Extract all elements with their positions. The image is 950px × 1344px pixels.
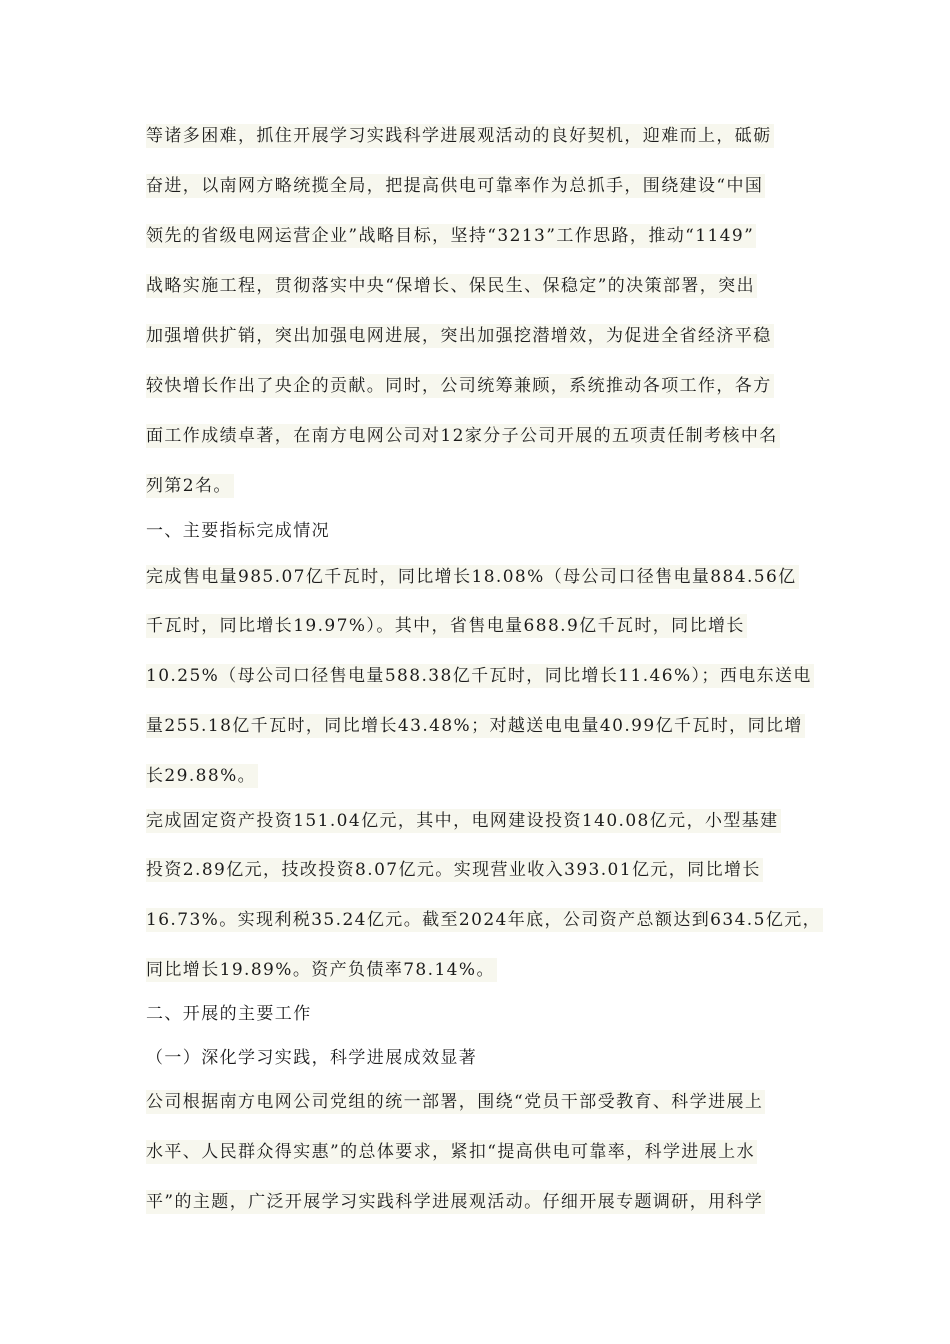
body-text-line: 同比增长19.89%。资产负债率78.14%。 <box>146 960 495 980</box>
body-text-line: 奋进，以南网方略统揽全局，把提高供电可靠率作为总抓手，围绕建设“中国 <box>146 176 764 196</box>
body-text-line: 16.73%。实现利税35.24亿元。截至2024年底，公司资产总额达到634.5亿元， <box>146 910 822 930</box>
body-text-line: 加强增供扩销，突出加强电网进展，突出加强挖潜增效，为促进全省经济平稳 <box>146 326 772 346</box>
body-text-line: 平”的主题，广泛开展学习实践科学进展观活动。仔细开展专题调研，用科学 <box>146 1192 764 1212</box>
section-heading: 一、主要指标完成情况 <box>146 521 330 541</box>
body-text-line: 领先的省级电网运营企业”战略目标，坚持“3213”工作思路，推动“1149” <box>146 226 755 246</box>
body-text-line: 水平、人民群众得实惠”的总体要求，紧扣“提高供电可靠率，科学进展上水 <box>146 1142 755 1162</box>
body-text-line: 完成售电量985.07亿千瓦时，同比增长18.08%（母公司口径售电量884.56亿 <box>146 567 797 587</box>
body-text-line: 10.25%（母公司口径售电量588.38亿千瓦时，同比增长11.46%）；西电东送电 <box>146 666 812 686</box>
body-text-line: 量255.18亿千瓦时，同比增长43.48%；对越送电电量40.99亿千瓦时，同比增 <box>146 716 803 736</box>
body-text-line: 战略实施工程，贯彻落实中央“保增长、保民生、保稳定”的决策部署，突出 <box>146 276 755 296</box>
body-text-line: 面工作成绩卓著，在南方电网公司对12家分子公司开展的五项责任制考核中名 <box>146 426 778 446</box>
body-text-line: 投资2.89亿元，技改投资8.07亿元。实现营业收入393.01亿元，同比增长 <box>146 860 761 880</box>
section-heading: 二、开展的主要工作 <box>146 1004 312 1024</box>
body-text-line: 完成固定资产投资151.04亿元，其中，电网建设投资140.08亿元，小型基建 <box>146 811 779 831</box>
body-text-line: 列第2名。 <box>146 476 232 496</box>
body-text-line: 等诸多困难，抓住开展学习实践科学进展观活动的良好契机，迎难而上，砥砺 <box>146 126 772 146</box>
subsection-heading: （一）深化学习实践，科学进展成效显著 <box>146 1048 478 1068</box>
body-text-line: 公司根据南方电网公司党组的统一部署，围绕“党员干部受教育、科学进展上 <box>146 1092 764 1112</box>
body-text-line: 长29.88%。 <box>146 766 257 786</box>
body-text-line: 较快增长作出了央企的贡献。同时，公司统筹兼顾，系统推动各项工作，各方 <box>146 376 772 396</box>
body-text-line: 千瓦时，同比增长19.97%）。其中，省售电量688.9亿千瓦时，同比增长 <box>146 616 745 636</box>
